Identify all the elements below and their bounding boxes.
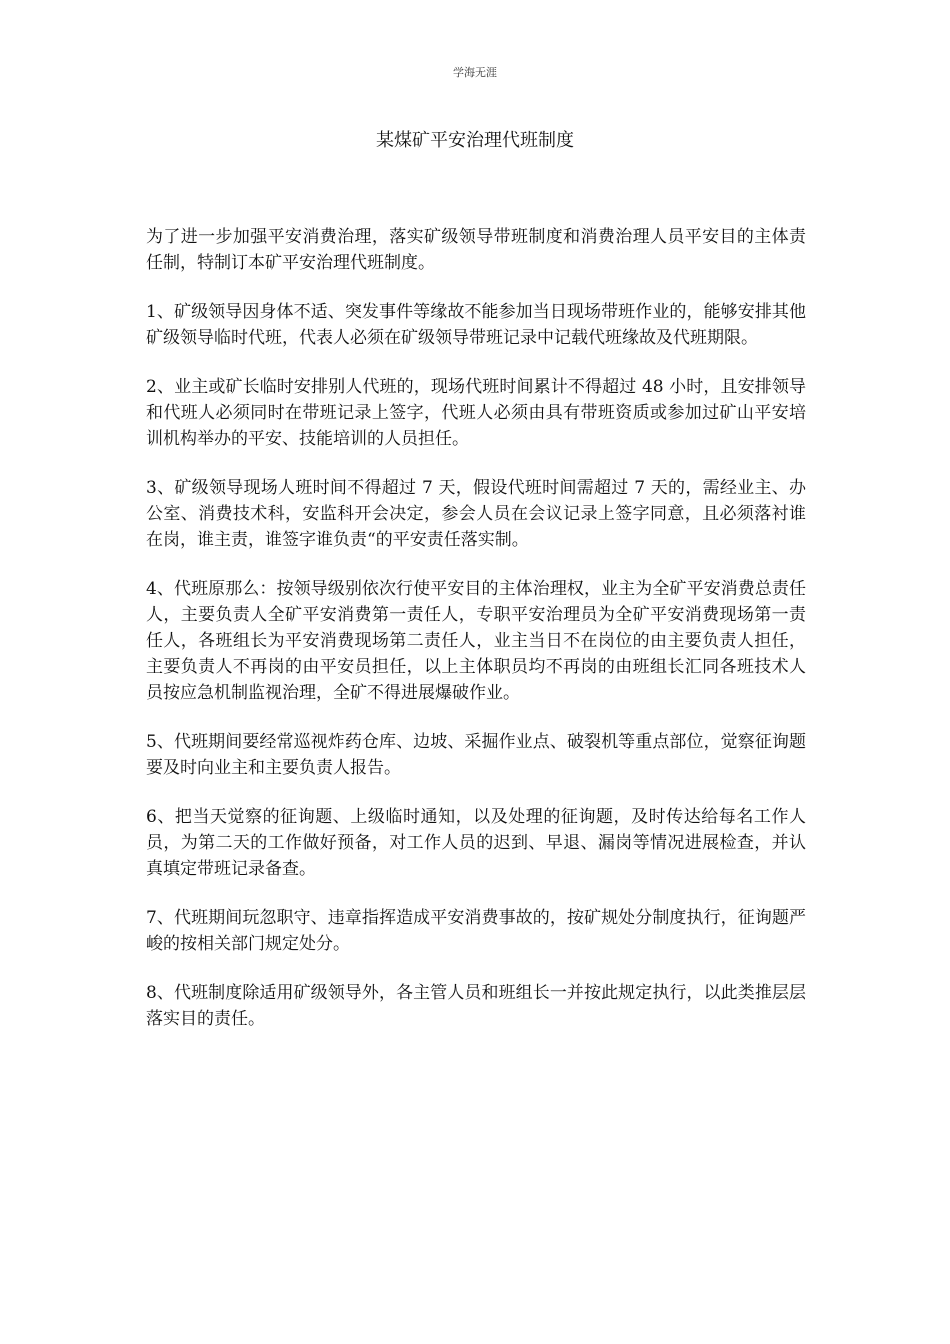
clause-3-paragraph: 3、矿级领导现场人班时间不得超过 7 天，假设代班时间需超过 7 天的，需经业主、办公室、消费技术科，安监科开会决定，参会人员在会议记录上签字同意，且必须落衬谁在岗，谁主责，谁签字谁负责“的平安责任落实制。 xyxy=(146,478,806,550)
clause-2-paragraph: 2、业主或矿长临时安排别人代班的，现场代班时间累计不得超过 48 小时，且安排领导和代班人必须同时在带班记录上签字，代班人必须由具有带班资质或参加过矿山平安培训机构举办的平安、技能培训的人员担任。 xyxy=(146,377,806,449)
clause-7-paragraph: 7、代班期间玩忽职守、违章指挥造成平安消费事故的，按矿规处分制度执行，征询题严峻的按相关部门规定处分。 xyxy=(146,908,806,954)
document-title: 某煤矿平安治理代班制度 xyxy=(376,130,574,151)
document-body xyxy=(146,224,806,1055)
clause-8-paragraph: 8、代班制度除适用矿级领导外，各主管人员和班组长一并按此规定执行，以此类推层层落实目的责任。 xyxy=(146,983,806,1029)
clause-1-paragraph: 1、矿级领导因身体不适、突发事件等缘故不能参加当日现场带班作业的，能够安排其他矿级领导临时代班，代表人必须在矿级领导带班记录中记载代班缘故及代班期限。 xyxy=(146,302,806,348)
intro-paragraph: 为了进一步加强平安消费治理，落实矿级领导带班制度和消费治理人员平安目的主体责任制，特制订本矿平安治理代班制度。 xyxy=(146,227,806,273)
clause-6-paragraph: 6、把当天觉察的征询题、上级临时通知，以及处理的征询题，及时传达给每名工作人员，为第二天的工作做好预备，对工作人员的迟到、早退、漏岗等情况进展检查，并认真填定带班记录备查。 xyxy=(146,807,806,879)
clause-4-paragraph: 4、代班原那么：按领导级别依次行使平安目的主体治理权，业主为全矿平安消费总责任人，主要负责人全矿平安消费第一责任人，专职平安治理员为全矿平安消费现场第一责任人，各班组长为平安消费现场第二责任人，业主当日不在岗位的由主要负责人担任，主要负责人不再岗的由平安员担任，以上主体职员均不再岗的由班组长汇同各班技术人员按应急机制监视治理，全矿不得进展爆破作业。 xyxy=(146,579,806,703)
page-header: 学海无涯 xyxy=(453,66,497,79)
clause-5-paragraph: 5、代班期间要经常巡视炸药仓库、边坡、采掘作业点、破裂机等重点部位，觉察征询题要及时向业主和主要负责人报告。 xyxy=(146,732,806,778)
